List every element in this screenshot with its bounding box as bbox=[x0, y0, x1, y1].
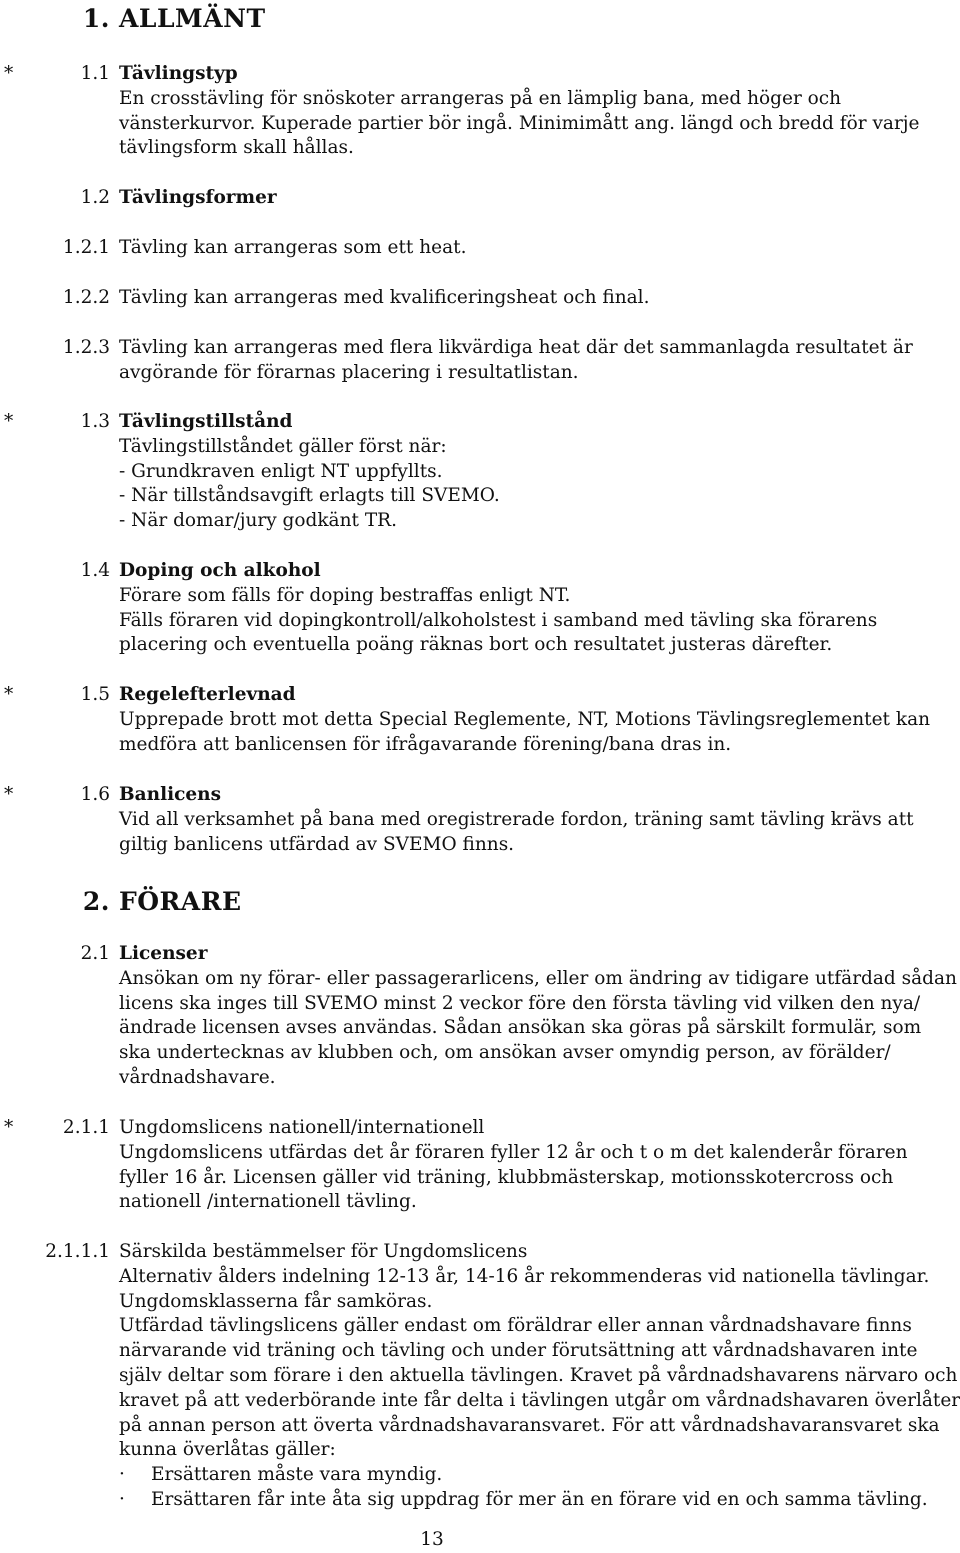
section-content bbox=[119, 186, 954, 211]
page-number: 13 bbox=[420, 1529, 444, 1550]
change-marker: * bbox=[4, 63, 14, 84]
text-line: Utfärdad tävlingslicens gäller endast om föräldrar eller annan vårdnadshavare finns bbox=[119, 1315, 912, 1337]
section-number: 1.2 bbox=[80, 187, 110, 208]
section-content bbox=[119, 286, 954, 311]
bullet-item bbox=[119, 1463, 954, 1488]
change-marker: * bbox=[4, 784, 14, 805]
section-content bbox=[119, 783, 954, 857]
section-content bbox=[119, 62, 954, 161]
section-content bbox=[119, 1116, 954, 1215]
section-number: 1.3 bbox=[80, 411, 110, 432]
section-number: 1.5 bbox=[80, 684, 110, 705]
text-line: licens ska inges till SVEMO minst 2 veckor före den första tävling vid vilken den nya/ bbox=[119, 992, 921, 1014]
section-number: 1.4 bbox=[80, 560, 110, 581]
text-line: själv deltar som förare i den aktuella tävlingen. Kravet på vårdnadshavarens närvaro och bbox=[119, 1364, 958, 1386]
section-number: 1. bbox=[82, 4, 110, 33]
text-line: - Grundkraven enligt NT uppfyllts. bbox=[119, 460, 443, 482]
text-line: Tävlingstillståndet gäller först när: bbox=[119, 435, 447, 457]
section-number: 1.2.3 bbox=[62, 337, 110, 358]
section-number: 2.1.1.1 bbox=[45, 1241, 110, 1262]
section-title: Regelefterlevnad bbox=[119, 684, 296, 705]
text-line: giltig banlicens utfärdad av SVEMO finns. bbox=[119, 833, 515, 855]
bullet-mark: · bbox=[119, 1464, 125, 1486]
section-content bbox=[119, 336, 954, 386]
section-title: Banlicens bbox=[119, 784, 222, 805]
chapter-title: ALLMÄNT bbox=[119, 4, 266, 33]
text-line: vårdnadshavare. bbox=[119, 1066, 276, 1088]
section-number: 1.2.2 bbox=[62, 287, 110, 308]
text-line: Ungdomslicens nationell/internationell bbox=[119, 1117, 485, 1138]
text-line: kunna överlåtas gäller: bbox=[119, 1439, 336, 1461]
text-line: Upprepade brott mot detta Special Reglemente, NT, Motions Tävlingsreglementet kan bbox=[119, 708, 931, 730]
section-title: Doping och alkohol bbox=[119, 560, 321, 581]
text-line: Tävling kan arrangeras med kvalificeringsheat och final. bbox=[119, 287, 650, 308]
change-marker: * bbox=[4, 684, 14, 705]
text-line: fyller 16 år. Licensen gäller vid träning, klubbmästerskap, motionsskotercross och bbox=[119, 1166, 894, 1188]
text-line: närvarande vid träning och tävling och under förutsättning att vårdnadshavaren inte bbox=[119, 1340, 918, 1362]
section-title: Tävlingsformer bbox=[119, 187, 277, 208]
text-line: Ungdomsklasserna får samköras. bbox=[119, 1290, 433, 1312]
section-number: 2. bbox=[82, 887, 110, 916]
text-line: Ungdomslicens utfärdas det år föraren fyller 12 år och t o m det kalenderår föraren bbox=[119, 1141, 908, 1163]
bullet-text: Ersättaren får inte åta sig uppdrag för mer än en förare vid en och samma tävling. bbox=[151, 1488, 928, 1510]
section-number: 2.1 bbox=[80, 943, 110, 964]
text-line: tävlingsform skall hållas. bbox=[119, 137, 354, 159]
chapter-title: FÖRARE bbox=[119, 887, 242, 916]
text-line: avgörande för förarnas placering i resultatlistan. bbox=[119, 361, 579, 383]
section-title: Tävlingstyp bbox=[119, 63, 238, 84]
section-content bbox=[119, 887, 954, 917]
section-number: 2.1.1 bbox=[62, 1117, 110, 1138]
text-line: nationell /internationell tävling. bbox=[119, 1191, 417, 1213]
section-title: Tävlingstillstånd bbox=[119, 411, 293, 432]
text-line: Särskilda bestämmelser för Ungdomslicens bbox=[119, 1241, 528, 1262]
section-title: Licenser bbox=[119, 943, 208, 964]
text-line: placering och eventuella poäng räknas bort och resultatet justeras därefter. bbox=[119, 634, 833, 656]
text-line: ska undertecknas av klubben och, om ansökan avser omyndig person, av förälder/ bbox=[119, 1042, 891, 1064]
text-line: Ansökan om ny förar- eller passagerarlicens, eller om ändring av tidigare utfärdad sådan bbox=[119, 967, 957, 989]
text-line: kravet på att vederbörande inte får delta i tävlingen utgår om vårdnadshavaren överlåter bbox=[119, 1389, 960, 1411]
section-content bbox=[119, 559, 954, 658]
text-line: medföra att banlicensen för ifrågavarande förening/bana dras in. bbox=[119, 733, 732, 755]
bullet-text: Ersättaren måste vara myndig. bbox=[151, 1464, 443, 1486]
text-line: Tävling kan arrangeras med flera likvärdiga heat där det sammanlagda resultatet är bbox=[119, 337, 913, 358]
bullet-mark: · bbox=[119, 1488, 125, 1510]
text-line: vänsterkurvor. Kuperade partier bör ingå. Minimimått ang. längd och bredd för varje bbox=[119, 112, 920, 134]
section-number: 1.2.1 bbox=[62, 237, 110, 258]
text-line: En crosstävling för snöskoter arrangeras på en lämplig bana, med höger och bbox=[119, 87, 842, 109]
section-number: 1.1 bbox=[80, 63, 110, 84]
text-line: - När domar/jury godkänt TR. bbox=[119, 510, 397, 532]
section-content bbox=[119, 1240, 960, 1513]
text-line: ändrade licensen avses användas. Sådan ansökan ska göras på särskilt formulär, som bbox=[119, 1017, 922, 1039]
text-line: Förare som fälls för doping bestraffas enligt NT. bbox=[119, 584, 571, 606]
text-line: Tävling kan arrangeras som ett heat. bbox=[119, 237, 467, 258]
section-content bbox=[119, 942, 957, 1091]
change-marker: * bbox=[4, 411, 14, 432]
section-content bbox=[119, 4, 954, 34]
bullet-item bbox=[119, 1488, 954, 1513]
section-content bbox=[119, 410, 954, 534]
text-line: Vid all verksamhet på bana med oregistrerade fordon, träning samt tävling krävs att bbox=[119, 808, 914, 830]
text-line: Alternativ ålders indelning 12-13 år, 14-16 år rekommenderas vid nationella tävlingar. bbox=[119, 1265, 930, 1287]
text-line: på annan person att överta vårdnadshavaransvaret. För att vårdnadshavaransvaret ska bbox=[119, 1414, 940, 1436]
section-content bbox=[119, 236, 954, 261]
section-content bbox=[119, 683, 954, 757]
text-line: - När tillståndsavgift erlagts till SVEMO. bbox=[119, 485, 500, 507]
section-number: 1.6 bbox=[80, 784, 110, 805]
change-marker: * bbox=[4, 1117, 14, 1138]
text-line: Fälls föraren vid dopingkontroll/alkoholstest i samband med tävling ska förarens bbox=[119, 609, 878, 631]
